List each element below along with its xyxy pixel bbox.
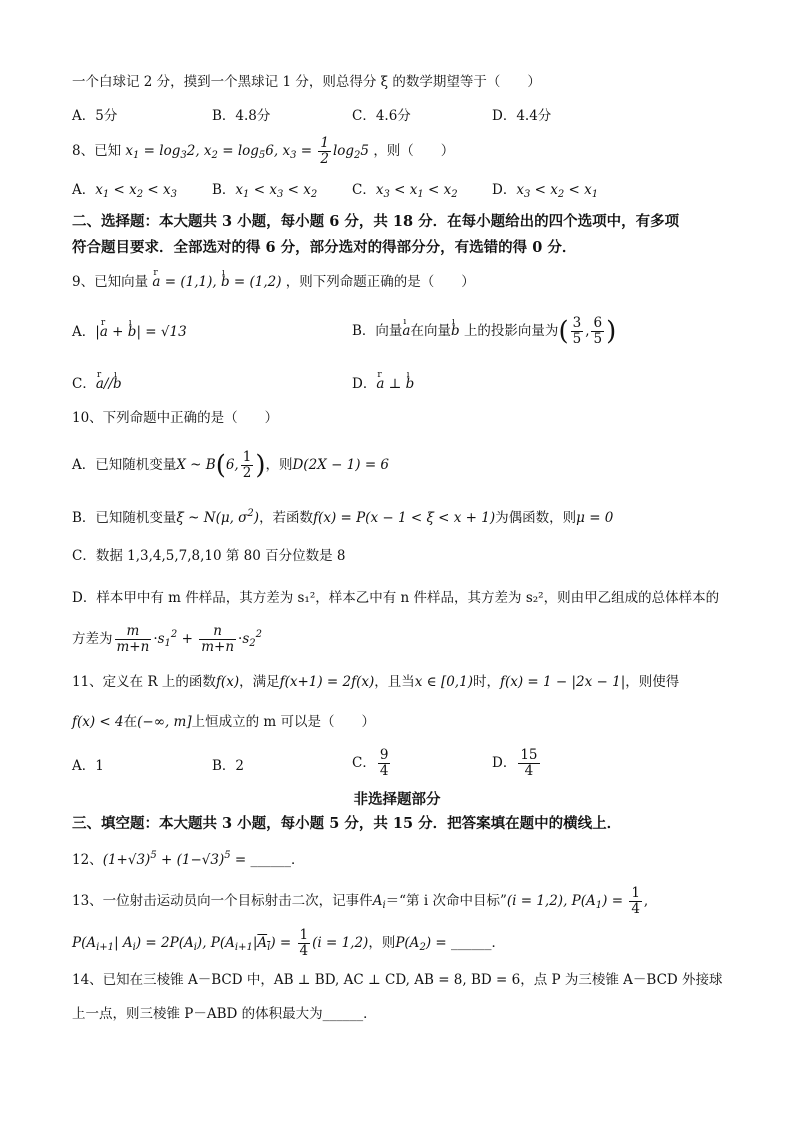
- q12-stem: 12、$(1+√3)^5 + (1-√3)^5$ = ______．: [72, 850, 305, 868]
- q10-option-b: B．已知随机变量ξ ~ N(μ, $\sigma^2$)，若函数f(x) = P(x − 1 < ξ < x + 1)为偶函数，则μ = 0: [72, 508, 614, 526]
- q13-stem-line1: 13、一位射击运动员向一个目标射击二次，记事件$A_i=“$第 i 次命中目标”(i = 1,2), $P(A_1)$ = $\frac{1}{4}$ ,: [72, 885, 649, 917]
- q7-option-d: D．4.4分: [492, 108, 552, 124]
- section2-heading-line1: 二、选择题：本大题共 3 小题，每小题 6 分，共 18 分．在每小题给出的四个选项中，有多项: [72, 213, 680, 230]
- q7-stem-tail: 一个白球记 2 分，摸到一个黑球记 1 分，则总得分 ξ 的数学期望等于（ ）: [72, 74, 541, 90]
- q8-suffix: ，则（ ）: [373, 143, 455, 159]
- q8-option-d: D．$x_3 < x_2 < x_1$: [492, 182, 599, 200]
- q11-option-b: B．2: [212, 758, 245, 774]
- q11-stem-line2: f(x) < 4在(−∞, m]上恒成立的 m 可以是（ ）: [72, 714, 376, 730]
- q10-stem: 10、下列命题中正确的是（ ）: [72, 410, 279, 426]
- q11-option-a: A．1: [72, 758, 104, 774]
- q13-stem-line2: $P(A_{i+1}|$ $A_i) = 2P(A_i)$, $P(A_{i+1}|A_i)$ = $\frac{1}{4}$ (i = 1,2)，则$P(A_2)$ = ______．: [72, 927, 505, 959]
- q9-option-a: A．|r a + ı b| = √13: [72, 322, 187, 342]
- q8-prefix: 8、已知: [72, 143, 122, 159]
- q7-option-b: B．4.8分: [212, 108, 271, 124]
- q8-option-a: A．$x_1 < x_2 < x_3$: [72, 182, 178, 200]
- q10-option-a: A．已知随机变量X ~ B(6, $\frac{1}{2}$ )，则D(2X − 1) = 6: [72, 449, 390, 481]
- q9-stem: 9、已知向量 r a = (1,1), ı b = (1,2) ，则下列命题正确的是（ ）: [72, 272, 475, 292]
- q10-option-d-line2: 方差为 $\frac{m}{m+n}$ $\cdot s_1^2$ + $\frac{n}{m+n}$ $\cdot s_2^2$: [72, 623, 262, 655]
- section2-heading-line2: 符合题目要求．全部选对的得 6 分，部分选对的得部分分，有选错的得 0 分．: [72, 239, 577, 256]
- section3-heading: 三、填空题：本大题共 3 小题，每小题 5 分，共 15 分．把答案填在题中的横线上．: [72, 815, 622, 832]
- q11-option-d: D． $\frac{15}{4}$: [492, 747, 538, 779]
- q10-option-d-line1: D．样本甲中有 m 件样品，其方差为 s₁²，样本乙中有 n 件样品，其方差为 s₂²，则由甲乙组成的总体样本的: [72, 590, 720, 606]
- q10-option-c: C．数据 1,3,4,5,7,8,10 第 80 百分位数是 8: [72, 548, 346, 564]
- q9-option-c: C．r a//ı b: [72, 374, 122, 394]
- non-choice-section-title: 非选择题部分: [353, 791, 441, 808]
- q9-option-b: B．向量ı a在向量ı b 上的投影向量为( $\frac{3}{5}$ , $\frac{6}{5}$ ): [352, 316, 616, 347]
- q8-option-c: C．$x_3 < x_1 < x_2$: [352, 182, 458, 200]
- q8-formula: $x_1 = \log_32$, $x_2 = \log_56$, $x_3$ = $\frac{1}{2}$ $\log_25$: [125, 135, 370, 167]
- q14-stem-line1: 14、已知在三棱锥 A－BCD 中，AB ⊥ BD, AC ⊥ CD, AB = 8, BD = 6，点 P 为三棱锥 A－BCD 外接球: [72, 972, 723, 988]
- q7-option-c: C．4.6分: [352, 108, 411, 124]
- q9-option-d: D．r a ⊥ ı b: [352, 374, 414, 394]
- q14-stem-line2: 上一点，则三棱锥 P－ABD 的体积最大为______．: [72, 1006, 377, 1022]
- q8-stem: [72, 136, 454, 167]
- q7-option-a: A．5分: [72, 108, 118, 124]
- q11-option-c: C． $\frac{9}{4}$: [352, 747, 389, 779]
- q8-option-b: B．$x_1 < x_3 < x_2$: [212, 182, 318, 200]
- q11-stem-line1: 11、定义在 R 上的函数f(x)，满足f(x+1) = 2f(x)，且当x ∈ [0,1)时，f(x) = 1 − |2x − 1|，则使得: [72, 674, 680, 690]
